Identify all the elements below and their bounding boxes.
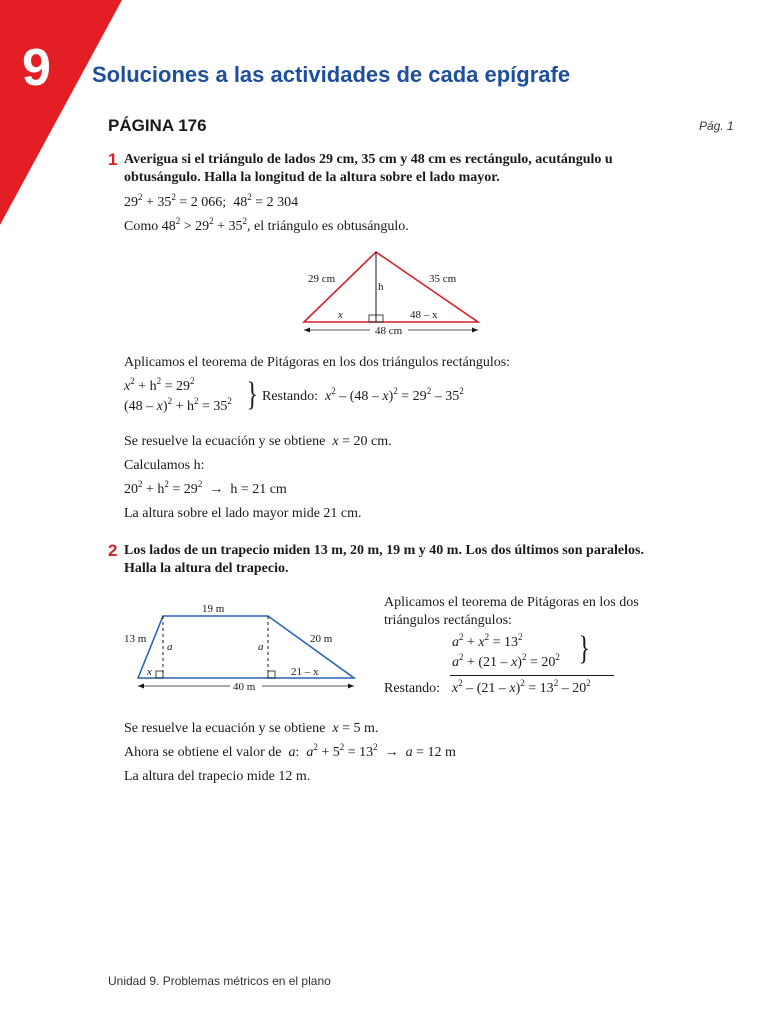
base-label: 48 cm [375, 325, 403, 337]
seg-right-label: 48 – x [410, 309, 438, 321]
exercise-2-intro: Aplicamos el teorema de Pitágoras en los dos triángulos rectángulos: [384, 595, 639, 628]
side-right-label: 35 cm [429, 273, 457, 285]
right-angle-mark-right [376, 315, 383, 322]
exercise-1-line-1: $29^2 + 35^2 = 2$ 066; $48^2 = 2$ 304 [124, 192, 299, 210]
page-heading: PÁGINA 176 [108, 116, 207, 135]
exercise-1-eq-2: $(48 - x)^2 + h^2 = 35^2$ [124, 396, 232, 414]
seg-left-label: x [338, 309, 343, 321]
exercise-2-subtract-label: Restando: [384, 681, 440, 696]
exercise-2-subtract-eq: $x^2 - (21 - x)^2 = 13^2 - 20^2$ [452, 678, 591, 696]
exercise-2-eq-2: $a^2 + (21 - x)^2 = 20^2$ [452, 652, 560, 670]
side-left-label: 29 cm [308, 273, 336, 285]
page-label: Pág. 1 [699, 119, 734, 133]
page-footer: Unidad 9. Problemas métricos en el plano [108, 974, 331, 988]
exercise-1-calc-eq: $20^2 + h^2 = 29^2 \to h = 21$ cm [124, 479, 287, 497]
exercise-1-calc: Calculamos h: [124, 458, 205, 473]
height-left-label: a [167, 641, 173, 653]
seg-right-label: 21 – x [291, 666, 319, 678]
exercise-1-conclusion: La altura sobre el lado mayor mide 21 cm. [124, 506, 362, 521]
exercise-2-statement: Los lados de un trapecio miden 13 m, 20 m, 19 m y 40 m. Los dos últimos son paralelos. Halla la altura del trapecio. [124, 543, 644, 576]
top-label: 19 m [202, 603, 225, 615]
exercise-1-statement: Averigua si el triángulo de lados 29 cm, 35 cm y 48 cm es rectángulo, acutángulo u obtusángulo. Halla la longitud de la altura sobre el lado mayor. [124, 152, 613, 185]
exercise-2-brace: } [578, 630, 590, 667]
height-label: h [378, 281, 384, 293]
chapter-number: 9 [22, 39, 51, 97]
triangle-shape [304, 252, 478, 322]
exercise-1-eq-1: $x^2 + h^2 = 29^2$ [124, 376, 195, 394]
chapter-corner-band [0, 0, 130, 230]
exercise-1-subtract: Restando: $x^2 - (48 - x)^2 = 29^2 - 35^2$ [262, 386, 464, 404]
right-angle-mark-left [156, 671, 163, 678]
exercise-2-rule [450, 675, 614, 676]
height-right-label: a [258, 641, 264, 653]
exercise-1-brace: } [246, 376, 258, 413]
exercise-2-value-a: Ahora se obtiene el valor de a: $a^2 + 5^2 = 13^2 \to a = 12$ m [124, 742, 456, 760]
exercise-1-solve: Se resuelve la ecuación y se obtiene x = 20 cm. [124, 434, 392, 449]
right-side-label: 20 m [310, 633, 333, 645]
trapezoid-figure [118, 598, 360, 694]
exercise-2-conclusion: La altura del trapecio mide 12 m. [124, 769, 311, 784]
exercise-1-line-2: Como $48^2 > 29^2 + 35^2$, el triángulo es obtusángulo. [124, 216, 409, 234]
right-angle-mark-right [268, 671, 275, 678]
exercise-1-number: 1 [108, 150, 118, 169]
page-title: Soluciones a las actividades de cada epígrafe [92, 62, 571, 87]
exercise-2-eq-1: $a^2 + x^2 = 13^2$ [452, 632, 523, 650]
triangle-figure [290, 248, 490, 340]
exercise-2-solve: Se resuelve la ecuación y se obtiene x = 5 m. [124, 721, 379, 736]
left-side-label: 13 m [124, 633, 147, 645]
base-label: 40 m [233, 681, 256, 693]
exercise-2-number: 2 [108, 541, 118, 560]
seg-left-label: x [147, 666, 152, 678]
right-angle-mark-left [369, 315, 376, 322]
exercise-1-intro: Aplicamos el teorema de Pitágoras en los dos triángulos rectángulos: [124, 355, 511, 370]
